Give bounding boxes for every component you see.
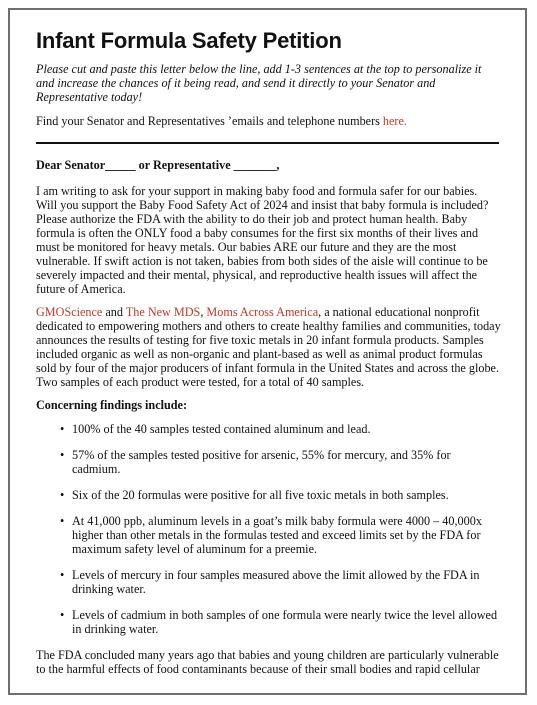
find-text: Find your Senator and Representatives ’emails and telephone numbers (36, 114, 383, 128)
the-new-mds-link[interactable]: The New MDS (125, 305, 201, 319)
intro-text: Please cut and paste this letter below the line, add 1-3 sentences at the top to personalize it and increase the chances of it being read, and send it directly to your Senator and Representative today! (36, 62, 482, 104)
finding-item: • Levels of cadmium in both samples of one formula were nearly twice the level allowed in drinking water. (60, 608, 501, 636)
comma-text: , (200, 305, 207, 319)
divider-line (36, 142, 499, 144)
paragraph-2-rest: , a national educational nonprofit dedicated to empowering mothers and others to create healthy families and communities, today announces the results of testing for five toxic metals in 20 infant formula products. Samples included organic as well as non-organic and plant-based as well as animal product formulas sold by four of the major producers of infant formula in the United States and across the globe. Two samples of each product were tested, for a total of 40 samples. (36, 305, 501, 389)
final-paragraph: The FDA concluded many years ago that babies and young children are particularly vulnerable to the harmful effects of food contaminants because of their small bodies and rapid cellular (36, 648, 499, 676)
moms-across-america-link[interactable]: Moms Across America (206, 305, 319, 319)
here-link[interactable]: here. (382, 114, 407, 128)
gmoscience-link[interactable]: GMOScience (36, 305, 103, 319)
letter-paragraph-1: I am writing to ask for your support in making baby food and formula safer for our babies. Will you support the Baby Food Safety Act of 2024 and insist that baby formula is included? Please authorize the FDA with the ability to do their job and protect human health. Baby formula is often the ONLY food a baby consumes for the first six months of their lives and must be monitored for heavy metals. Our babies ARE our future and they are the most vulnerable. If swift action is not taken, babies from both sides of the aisle will continue to be severely impacted and their mental, physical, and reproductive health issues will affect the future of America. (36, 184, 489, 296)
finding-item: • At 41,000 ppb, aluminum levels in a goat’s milk baby formula were 4000 – 40,000x higher than other metals in the formulas tested and exceed limits set by the FDA for maximum safety level of aluminum for a preemie. (60, 514, 501, 556)
finding-item: • 57% of the samples tested positive for arsenic, 55% for mercury, and 35% for cadmium. (60, 448, 501, 476)
finding-item: • Six of the 20 formulas were positive for all five toxic metals in both samples. (60, 488, 501, 502)
page-title: Infant Formula Safety Petition (36, 28, 342, 53)
and-text: and (102, 305, 126, 319)
findings-list (36, 422, 501, 636)
letter-paragraph-2 (36, 305, 501, 389)
finding-item: • 100% of the 40 samples tested contained aluminum and lead. (60, 422, 501, 436)
finding-item: • Levels of mercury in four samples measured above the limit allowed by the FDA in drinking water. (60, 568, 501, 596)
find-representatives-text (36, 114, 501, 128)
findings-heading: Concerning findings include: (36, 398, 188, 412)
document-page (8, 8, 527, 695)
salutation: Dear Senator_____ or Representative _______, (36, 158, 280, 172)
